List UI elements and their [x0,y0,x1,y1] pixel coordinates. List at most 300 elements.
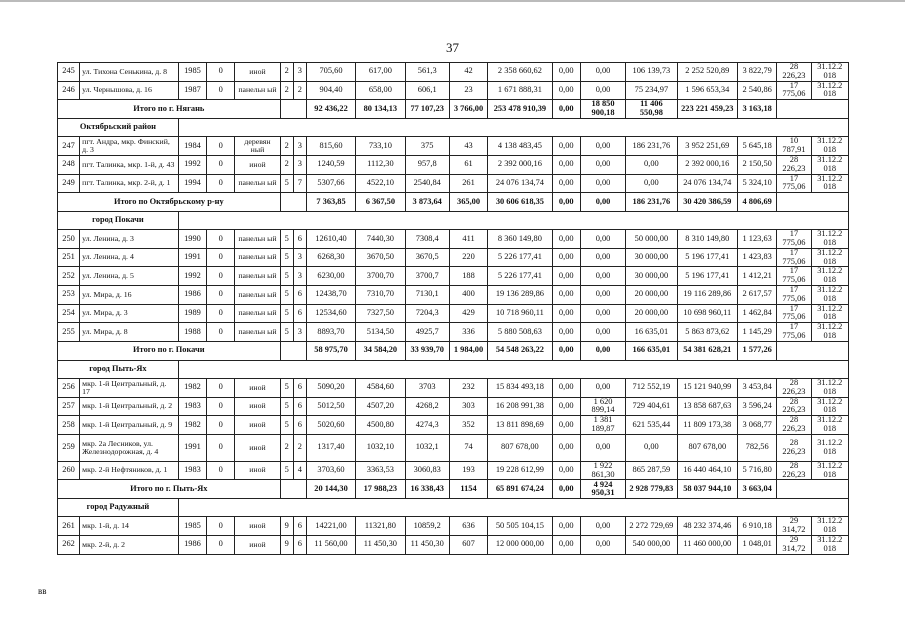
living-area-cell: 7327,50 [356,304,405,323]
address-cell: мкр. 2-й, д. 2 [80,536,179,555]
zero-cell: 0 [207,155,235,174]
fund-cell: 0,00 [552,304,580,323]
entrances-cell: 6 [293,416,306,435]
empty-cell [777,341,849,360]
regional-budget-cell: 0,00 [580,248,625,267]
max-cost-cell: 17 775,06 [777,267,811,286]
floors-cell: 5 [280,397,293,416]
subtotal-f4-cell: 54 381 628,21 [677,341,737,360]
year-cell: 1992 [178,267,206,286]
residents-cell: 261 [449,174,487,193]
subtotal-f2-cell: 0,00 [580,193,625,212]
residential-area-cell: 3060,83 [405,461,449,480]
zero-cell: 0 [207,81,235,100]
zero-cell: 0 [207,397,235,416]
floors-cell: 5 [280,286,293,305]
fund-cell: 0,00 [552,323,580,342]
max-cost-cell: 17 775,06 [777,286,811,305]
owners-funds-cell: 11 460 000,00 [677,536,737,555]
year-cell: 1985 [178,63,206,82]
regional-budget-cell: 1 620 899,14 [580,397,625,416]
residents-cell: 352 [449,416,487,435]
fund-cell: 0,00 [552,81,580,100]
living-area-cell: 11321,80 [356,517,405,536]
year-cell: 1989 [178,304,206,323]
unit-cost-cell: 5 645,18 [738,137,777,156]
subtotal-f2-cell: 0,00 [580,341,625,360]
living-area-cell: 4522,10 [356,174,405,193]
wall-material-cell: иной [235,378,280,397]
address-cell: мкр. 1-й, д. 14 [80,517,179,536]
residential-area-cell: 3670,5 [405,248,449,267]
zero-cell: 0 [207,248,235,267]
completion-date-cell: 31.12.2 018 [811,155,848,174]
unit-cost-cell: 1 423,83 [738,248,777,267]
table-row [58,286,849,305]
year-cell: 1983 [178,461,206,480]
local-budget-cell: 2 272 729,69 [626,517,677,536]
floors-cell: 5 [280,323,293,342]
fund-cell: 0,00 [552,378,580,397]
subtotal-label: Итого по г. Нягань [58,100,281,119]
wall-material-cell: иной [235,461,280,480]
subtotal-f1-cell: 0,00 [552,480,580,499]
fund-cell: 0,00 [552,174,580,193]
entrances-cell: 6 [293,230,306,249]
subtotal-f2-cell: 4 924 950,31 [580,480,625,499]
completion-date-cell: 31.12.2 018 [811,397,848,416]
wall-material-cell: панельн ый [235,248,280,267]
regional-budget-cell: 0,00 [580,230,625,249]
max-cost-cell: 28 226,23 [777,155,811,174]
total-area-cell: 5012,50 [306,397,355,416]
address-cell: ул. Ленина, д. 4 [80,248,179,267]
entrances-cell: 7 [293,174,306,193]
living-area-cell: 11 450,30 [356,536,405,555]
residential-area-cell: 7308,4 [405,230,449,249]
table-row [58,230,849,249]
unit-cost-cell: 1 462,84 [738,304,777,323]
total-cost-cell: 13 811 898,69 [488,416,552,435]
floors-cell: 2 [280,137,293,156]
zero-cell: 0 [207,461,235,480]
subtotal-sq-cell: 4 806,69 [738,193,777,212]
max-cost-cell: 17 775,06 [777,174,811,193]
wall-material-cell: иной [235,397,280,416]
max-cost-cell: 28 226,23 [777,461,811,480]
table-row [58,378,849,397]
total-cost-cell: 24 076 134,74 [488,174,552,193]
owners-funds-cell: 13 858 687,63 [677,397,737,416]
fund-cell: 0,00 [552,248,580,267]
completion-date-cell: 31.12.2 018 [811,63,848,82]
subtotal-res-cell: 365,00 [449,193,487,212]
local-budget-cell: 50 000,00 [626,230,677,249]
zero-cell: 0 [207,267,235,286]
subtotal-res-cell: 1 984,00 [449,341,487,360]
address-cell: ул. Ленина, д. 3 [80,230,179,249]
subtotal-f4-cell: 223 221 459,23 [677,100,737,119]
fund-cell: 0,00 [552,461,580,480]
residential-area-cell: 2540,84 [405,174,449,193]
total-area-cell: 5090,20 [306,378,355,397]
owners-funds-cell: 48 232 374,46 [677,517,737,536]
fund-cell: 0,00 [552,137,580,156]
wall-material-cell: деревян ный [235,137,280,156]
owners-funds-cell: 2 252 520,89 [677,63,737,82]
entrances-cell: 3 [293,267,306,286]
living-area-cell: 733,10 [356,137,405,156]
max-cost-cell: 28 226,23 [777,434,811,461]
scan-edge [0,0,905,2]
year-cell: 1983 [178,397,206,416]
living-area-cell: 4584,60 [356,378,405,397]
subtotal-a3-cell: 77 107,23 [405,100,449,119]
entrances-cell: 2 [293,434,306,461]
empty-cell [178,499,848,517]
address-cell: пгт. Талинка, мкр. 2-й, д. 1 [80,174,179,193]
subtotal-a1-cell: 92 436,22 [306,100,355,119]
local-budget-cell: 30 000,00 [626,267,677,286]
zero-cell: 0 [207,286,235,305]
residents-cell: 43 [449,137,487,156]
owners-funds-cell: 19 116 289,86 [677,286,737,305]
total-cost-cell: 10 718 960,11 [488,304,552,323]
fund-cell: 0,00 [552,63,580,82]
empty-cell [178,212,848,230]
total-cost-cell: 8 360 149,80 [488,230,552,249]
year-cell: 1987 [178,81,206,100]
completion-date-cell: 31.12.2 018 [811,323,848,342]
residents-cell: 232 [449,378,487,397]
table-row [58,434,849,461]
wall-material-cell: иной [235,63,280,82]
completion-date-cell: 31.12.2 018 [811,517,848,536]
regional-budget-cell: 1 381 189,87 [580,416,625,435]
address-cell: мкр. 2-й Нефтяников, д. 1 [80,461,179,480]
total-cost-cell: 4 138 483,45 [488,137,552,156]
total-cost-cell: 5 226 177,41 [488,267,552,286]
max-cost-cell: 29 314,72 [777,517,811,536]
residents-cell: 74 [449,434,487,461]
total-area-cell: 12610,40 [306,230,355,249]
residents-cell: 23 [449,81,487,100]
local-budget-cell: 106 139,73 [626,63,677,82]
max-cost-cell: 28 226,23 [777,378,811,397]
subtotal-f1-cell: 0,00 [552,193,580,212]
subtotal-a2-cell: 6 367,50 [356,193,405,212]
completion-date-cell: 31.12.2 018 [811,174,848,193]
row-number: 252 [58,267,80,286]
total-area-cell: 12438,70 [306,286,355,305]
local-budget-cell: 729 404,61 [626,397,677,416]
total-area-cell: 12534,60 [306,304,355,323]
local-budget-cell: 30 000,00 [626,248,677,267]
empty-cell [280,341,306,360]
table-row [58,174,849,193]
table-row [58,461,849,480]
zero-cell: 0 [207,304,235,323]
total-area-cell: 1240,59 [306,155,355,174]
local-budget-cell: 0,00 [626,174,677,193]
living-area-cell: 3700,70 [356,267,405,286]
living-area-cell: 5134,50 [356,323,405,342]
residents-cell: 193 [449,461,487,480]
row-number: 250 [58,230,80,249]
year-cell: 1991 [178,248,206,267]
unit-cost-cell: 3 596,24 [738,397,777,416]
entrances-cell: 3 [293,137,306,156]
empty-cell [178,119,848,137]
local-budget-cell: 540 000,00 [626,536,677,555]
address-cell: мкр. 2а Лесников, ул. Железнодорожная, д. 4 [80,434,179,461]
max-cost-cell: 29 314,72 [777,536,811,555]
table-row [58,63,849,82]
floors-cell: 5 [280,174,293,193]
total-cost-cell: 2 358 660,62 [488,63,552,82]
subtotal-row [58,100,849,119]
subtotal-label: Итого по Октябрьскому р-ну [58,193,281,212]
entrances-cell: 4 [293,461,306,480]
local-budget-cell: 865 287,59 [626,461,677,480]
total-area-cell: 8893,70 [306,323,355,342]
wall-material-cell: панельн ый [235,81,280,100]
wall-material-cell: панельн ый [235,174,280,193]
subtotal-a2-cell: 80 134,13 [356,100,405,119]
subtotal-f2-cell: 18 850 900,18 [580,100,625,119]
wall-material-cell: панельн ый [235,286,280,305]
year-cell: 1994 [178,174,206,193]
residential-area-cell: 7204,3 [405,304,449,323]
year-cell: 1982 [178,378,206,397]
subtotal-cost-cell: 65 891 674,24 [488,480,552,499]
unit-cost-cell: 3 822,79 [738,63,777,82]
total-area-cell: 11 560,00 [306,536,355,555]
subtotal-a2-cell: 17 988,23 [356,480,405,499]
max-cost-cell: 28 226,23 [777,416,811,435]
address-cell: ул. Ленина, д. 5 [80,267,179,286]
district-header-row [58,212,849,230]
year-cell: 1982 [178,416,206,435]
entrances-cell: 3 [293,155,306,174]
residential-area-cell: 7130,1 [405,286,449,305]
max-cost-cell: 28 226,23 [777,397,811,416]
regional-budget-cell: 0,00 [580,323,625,342]
address-cell: пгт. Талинка, мкр. 1-й, д. 43 [80,155,179,174]
table-row [58,304,849,323]
fund-cell: 0,00 [552,434,580,461]
regional-budget-cell: 0,00 [580,81,625,100]
unit-cost-cell: 2 617,57 [738,286,777,305]
entrances-cell: 6 [293,378,306,397]
zero-cell: 0 [207,536,235,555]
residents-cell: 188 [449,267,487,286]
living-area-cell: 658,00 [356,81,405,100]
empty-cell [777,193,849,212]
completion-date-cell: 31.12.2 018 [811,81,848,100]
empty-cell [777,100,849,119]
floors-cell: 5 [280,461,293,480]
regional-budget-cell: 0,00 [580,174,625,193]
subtotal-f1-cell: 0,00 [552,341,580,360]
residential-area-cell: 11 450,30 [405,536,449,555]
year-cell: 1984 [178,137,206,156]
total-area-cell: 5020,60 [306,416,355,435]
unit-cost-cell: 1 048,01 [738,536,777,555]
fund-cell: 0,00 [552,397,580,416]
subtotal-cost-cell: 54 548 263,22 [488,341,552,360]
row-number: 249 [58,174,80,193]
row-number: 258 [58,416,80,435]
wall-material-cell: панельн ый [235,304,280,323]
regional-budget-cell: 0,00 [580,267,625,286]
district-name: город Радужный [58,499,179,517]
empty-cell [280,480,306,499]
completion-date-cell: 31.12.2 018 [811,378,848,397]
total-area-cell: 815,60 [306,137,355,156]
total-area-cell: 3703,60 [306,461,355,480]
wall-material-cell: иной [235,155,280,174]
year-cell: 1986 [178,536,206,555]
local-budget-cell: 20 000,00 [626,304,677,323]
district-header-row [58,119,849,137]
zero-cell: 0 [207,434,235,461]
subtotal-a3-cell: 3 873,64 [405,193,449,212]
living-area-cell: 1112,30 [356,155,405,174]
owners-funds-cell: 11 809 173,38 [677,416,737,435]
address-cell: ул. Мира, д. 8 [80,323,179,342]
empty-cell [178,360,848,378]
total-cost-cell: 19 228 612,99 [488,461,552,480]
zero-cell: 0 [207,174,235,193]
row-number: 247 [58,137,80,156]
owners-funds-cell: 2 392 000,16 [677,155,737,174]
unit-cost-cell: 3 068,77 [738,416,777,435]
zero-cell: 0 [207,137,235,156]
address-cell: ул. Чернышова, д. 16 [80,81,179,100]
floors-cell: 2 [280,434,293,461]
subtotal-sq-cell: 3 663,04 [738,480,777,499]
address-cell: ул. Мира, д. 3 [80,304,179,323]
wall-material-cell: панельн ый [235,323,280,342]
subtotal-row [58,341,849,360]
unit-cost-cell: 5 324,10 [738,174,777,193]
row-number: 253 [58,286,80,305]
table-row [58,536,849,555]
regional-budget-cell: 1 922 861,30 [580,461,625,480]
residential-area-cell: 4274,3 [405,416,449,435]
completion-date-cell: 31.12.2 018 [811,230,848,249]
unit-cost-cell: 3 453,84 [738,378,777,397]
floors-cell: 2 [280,81,293,100]
residential-area-cell: 4268,2 [405,397,449,416]
address-cell: ул. Мира, д. 16 [80,286,179,305]
owners-funds-cell: 15 121 940,99 [677,378,737,397]
subtotal-f3-cell: 2 928 779,83 [626,480,677,499]
table-row [58,416,849,435]
table-row [58,137,849,156]
subtotal-f4-cell: 58 037 944,10 [677,480,737,499]
owners-funds-cell: 807 678,00 [677,434,737,461]
subtotal-a1-cell: 58 975,70 [306,341,355,360]
entrances-cell: 2 [293,81,306,100]
address-cell: мкр. 1-й Центральный, д. 17 [80,378,179,397]
total-area-cell: 6268,30 [306,248,355,267]
subtotal-label: Итого по г. Покачи [58,341,281,360]
unit-cost-cell: 782,56 [738,434,777,461]
district-header-row [58,499,849,517]
residential-area-cell: 957,8 [405,155,449,174]
subtotal-row [58,193,849,212]
residential-area-cell: 561,3 [405,63,449,82]
subtotal-sq-cell: 3 163,18 [738,100,777,119]
wall-material-cell: иной [235,517,280,536]
residents-cell: 220 [449,248,487,267]
total-cost-cell: 5 880 508,63 [488,323,552,342]
owners-funds-cell: 5 196 177,41 [677,248,737,267]
subtotal-sq-cell: 1 577,26 [738,341,777,360]
district-name: город Пыть-Ях [58,360,179,378]
subtotal-res-cell: 1154 [449,480,487,499]
subtotal-label: Итого по г. Пыть-Ях [58,480,281,499]
residents-cell: 42 [449,63,487,82]
residential-area-cell: 1032,1 [405,434,449,461]
living-area-cell: 1032,10 [356,434,405,461]
regional-budget-cell: 0,00 [580,137,625,156]
residential-area-cell: 4925,7 [405,323,449,342]
completion-date-cell: 31.12.2 018 [811,137,848,156]
entrances-cell: 6 [293,397,306,416]
total-cost-cell: 2 392 000,16 [488,155,552,174]
zero-cell: 0 [207,517,235,536]
subtotal-cost-cell: 253 478 910,39 [488,100,552,119]
row-number: 256 [58,378,80,397]
total-area-cell: 5307,66 [306,174,355,193]
year-cell: 1986 [178,286,206,305]
fund-cell: 0,00 [552,517,580,536]
fund-cell: 0,00 [552,536,580,555]
entrances-cell: 6 [293,304,306,323]
year-cell: 1988 [178,323,206,342]
unit-cost-cell: 1 412,21 [738,267,777,286]
fund-cell: 0,00 [552,416,580,435]
wall-material-cell: панельн ый [235,267,280,286]
regional-budget-cell: 0,00 [580,63,625,82]
row-number: 261 [58,517,80,536]
residents-cell: 636 [449,517,487,536]
empty-cell [280,193,306,212]
table-row [58,397,849,416]
zero-cell: 0 [207,323,235,342]
subtotal-a1-cell: 20 144,30 [306,480,355,499]
total-area-cell: 1317,40 [306,434,355,461]
unit-cost-cell: 2 540,86 [738,81,777,100]
total-cost-cell: 15 834 493,18 [488,378,552,397]
living-area-cell: 3670,50 [356,248,405,267]
zero-cell: 0 [207,230,235,249]
local-budget-cell: 75 234,97 [626,81,677,100]
address-cell: мкр. 1-й Центральный, д. 2 [80,397,179,416]
year-cell: 1991 [178,434,206,461]
regional-budget-cell: 0,00 [580,536,625,555]
total-cost-cell: 50 505 104,15 [488,517,552,536]
residents-cell: 400 [449,286,487,305]
total-area-cell: 904,40 [306,81,355,100]
fund-cell: 0,00 [552,267,580,286]
empty-cell [777,480,849,499]
floors-cell: 5 [280,378,293,397]
total-cost-cell: 5 226 177,41 [488,248,552,267]
